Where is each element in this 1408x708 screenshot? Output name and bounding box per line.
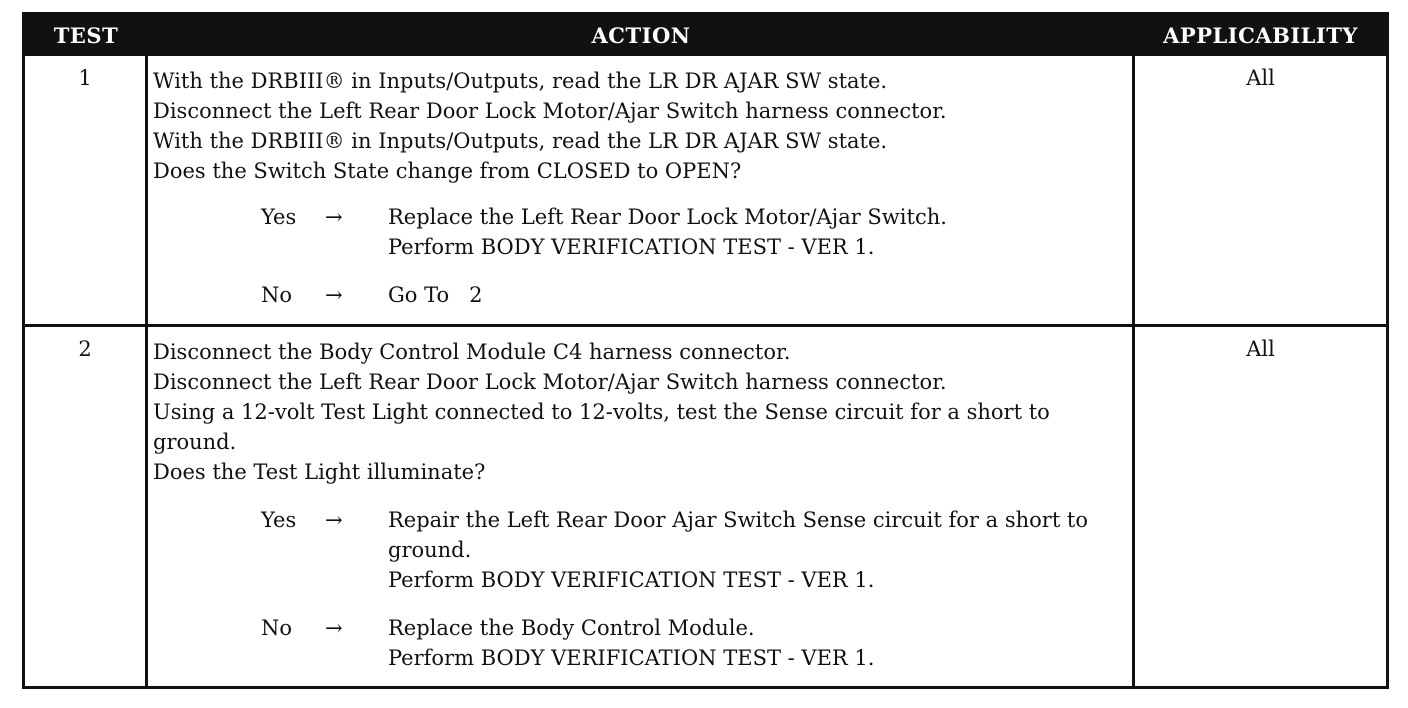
yes-branch: [153, 505, 1128, 595]
yes-action: Replace the Left Rear Door Lock Motor/Ajar Switch.: [388, 205, 947, 229]
arrow-right-icon: →: [325, 205, 343, 229]
diagnostic-table: [22, 12, 1389, 689]
test-number: 2: [78, 337, 92, 361]
no-branch: [153, 613, 1128, 673]
action-cell: [153, 66, 1128, 310]
applicability-value: All: [1246, 66, 1275, 90]
test-number: 1: [78, 66, 92, 90]
action-step: With the DRBIII® in Inputs/Outputs, read the LR DR AJAR SW state.: [153, 129, 888, 153]
table-header: [25, 15, 1386, 56]
action-step: Disconnect the Left Rear Door Lock Motor/Ajar Switch harness connector.: [153, 99, 947, 123]
header-applicability: APPLICABILITY: [1163, 23, 1358, 48]
yes-action: Perform BODY VERIFICATION TEST - VER 1.: [388, 235, 875, 259]
action-step: Disconnect the Body Control Module C4 harness connector.: [153, 340, 791, 364]
yes-label: Yes: [261, 205, 297, 229]
action-step: Disconnect the Left Rear Door Lock Motor/Ajar Switch harness connector.: [153, 370, 947, 394]
yes-branch: [153, 202, 1128, 262]
no-action: Perform BODY VERIFICATION TEST - VER 1.: [388, 646, 875, 670]
yes-action: Perform BODY VERIFICATION TEST - VER 1.: [388, 568, 875, 592]
no-label: No: [261, 616, 293, 640]
yes-label: Yes: [261, 508, 297, 532]
action-cell: [153, 337, 1128, 673]
table-row: [25, 56, 1386, 324]
no-action: Go To 2: [388, 283, 483, 307]
action-question: Does the Switch State change from CLOSED to OPEN?: [153, 159, 742, 183]
table-row: [25, 327, 1386, 686]
yes-action: Repair the Left Rear Door Ajar Switch Sense circuit for a short to ground.: [388, 508, 1089, 562]
action-question: Does the Test Light illuminate?: [153, 460, 486, 484]
arrow-right-icon: →: [325, 508, 343, 532]
arrow-right-icon: →: [325, 616, 343, 640]
applicability-value: All: [1246, 337, 1275, 361]
header-action: ACTION: [591, 23, 691, 48]
action-step: With the DRBIII® in Inputs/Outputs, read the LR DR AJAR SW state.: [153, 69, 888, 93]
action-step: Using a 12-volt Test Light connected to 12-volts, test the Sense circuit for a short to ground.: [153, 400, 1050, 454]
no-action: Replace the Body Control Module.: [388, 616, 755, 640]
header-test: TEST: [53, 23, 119, 48]
no-label: No: [261, 283, 293, 307]
arrow-right-icon: →: [325, 283, 343, 307]
no-branch: [153, 280, 1128, 310]
